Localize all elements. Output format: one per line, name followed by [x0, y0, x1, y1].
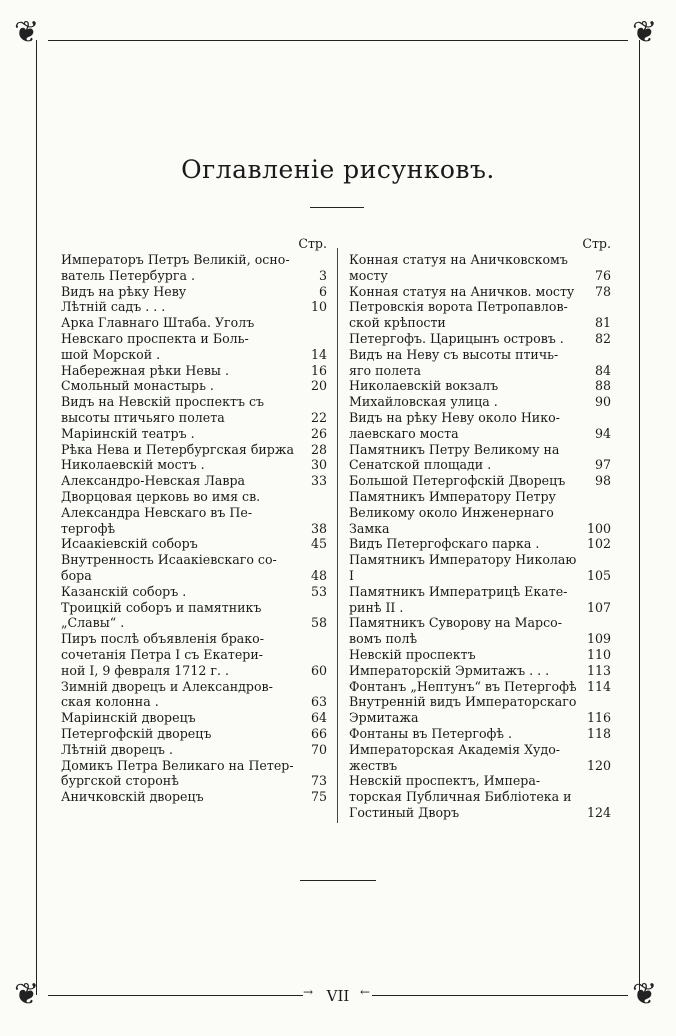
contents-entry: [61, 252, 327, 284]
contents-entry: [61, 789, 327, 805]
entry-title: Видъ Петергофскаго парка .: [349, 536, 540, 552]
entry-title: Памятникъ Императору Николаю I: [349, 552, 577, 583]
entry-title: Петергофъ. Царицынъ островъ .: [349, 330, 564, 346]
entry-page: 113: [586, 662, 611, 678]
entry-page: 118: [586, 725, 611, 741]
entry-title: Конная статуя на Аничков. мосту: [349, 283, 575, 299]
page-number: VII: [326, 987, 350, 1005]
contents-entry: [349, 489, 611, 536]
entry-page: 58: [310, 615, 327, 631]
entry-page: 105: [586, 567, 611, 583]
entry-title: Аничковскій дворецъ: [61, 789, 204, 805]
contents-entry: [61, 442, 327, 458]
entry-page: 116: [586, 710, 611, 726]
contents-entry: [349, 284, 611, 300]
contents-entry: [61, 457, 327, 473]
contents-entry: [61, 299, 327, 315]
contents-entry: [61, 473, 327, 489]
contents-entry: [349, 773, 611, 820]
entry-title: Николаевскій мостъ .: [61, 457, 205, 473]
contents-entry: [61, 631, 327, 678]
page-title: Оглавленіе рисунковъ.: [181, 155, 495, 184]
entry-title: Невскій проспектъ, Импера- торская Публичная Библіотека и Гостиный Дворъ: [349, 773, 572, 820]
entry-page: 102: [586, 536, 611, 552]
entry-title: Рѣка Нева и Петербургская биржа: [61, 441, 294, 457]
entry-title: Александро-Невская Лавра: [61, 473, 246, 489]
entry-title: Фонтанъ „Нептунъ“ въ Петергофѣ: [349, 678, 577, 694]
title-underline: [310, 207, 364, 208]
entry-title: Набережная рѣки Невы .: [61, 362, 229, 378]
entry-title: Императорская Академія Худо- жествъ: [349, 741, 561, 773]
entry-page: 73: [310, 773, 327, 789]
entry-page: 14: [310, 346, 327, 362]
entry-title: Петергофскій дворецъ: [61, 725, 212, 741]
contents-entry: [61, 600, 327, 632]
entry-title: Исаакіевскій соборъ: [61, 536, 198, 552]
entry-page: 90: [594, 394, 611, 410]
corner-flourish-icon: ❦: [14, 15, 40, 50]
entry-title: Памятникъ Суворову на Марсо- вомъ полѣ: [349, 615, 562, 647]
entry-page: 3: [318, 267, 327, 283]
corner-flourish-icon: ❦: [632, 15, 658, 50]
contents-entry: [349, 442, 611, 474]
contents-entry: [349, 331, 611, 347]
entry-title: Императорскій Эрмитажъ . . .: [349, 662, 550, 678]
entry-title: Казанскій соборъ .: [61, 583, 187, 599]
entry-page: 107: [586, 599, 611, 615]
entry-page: 100: [586, 520, 611, 536]
contents-entry: [349, 252, 611, 284]
contents-entry: [61, 742, 327, 758]
contents-entry: [349, 742, 611, 774]
top-border-line: [48, 40, 628, 41]
entry-page: 10: [310, 299, 327, 315]
entry-page: 38: [310, 520, 327, 536]
contents-entry: [349, 615, 611, 647]
contents-entry: [61, 726, 327, 742]
entry-page: 64: [310, 710, 327, 726]
bottom-divider-arrows: →: [303, 985, 314, 999]
column-header-pages: Стр.: [582, 236, 611, 251]
entry-page: 109: [586, 631, 611, 647]
contents-entry: [349, 410, 611, 442]
entry-page: 45: [310, 536, 327, 552]
entry-page: 81: [594, 315, 611, 331]
contents-entry: [349, 378, 611, 394]
contents-entry: [61, 489, 327, 536]
entry-title: Памятникъ Петру Великому на Сенатской площади .: [349, 441, 560, 473]
contents-entry: [61, 284, 327, 300]
entry-page: 48: [310, 567, 327, 583]
entry-page: 53: [310, 583, 327, 599]
entry-title: Дворцовая церковь во имя св. Александра Невскаго въ Пе- тергофѣ: [61, 488, 261, 536]
entry-title: Видъ на Невскій проспектъ съ высоты птичьяго полета: [61, 394, 265, 425]
entry-page: 82: [594, 330, 611, 346]
entry-page: 120: [586, 757, 611, 773]
contents-entry: [61, 426, 327, 442]
contents-entry: [61, 679, 327, 711]
contents-entry: [349, 694, 611, 726]
left-contents-column: [61, 236, 327, 805]
entry-title: Маріинскій театръ .: [61, 425, 195, 441]
entry-page: 63: [310, 694, 327, 710]
entry-title: Домикъ Петра Великаго на Петер- бургской сторонѣ: [61, 757, 294, 789]
entry-title: Арка Главнаго Штаба. Уголъ Невскаго проспекта и Боль- шой Морской .: [61, 315, 255, 362]
entry-title: Смольный монастырь .: [61, 378, 214, 394]
entry-title: Троицкій соборъ и памятникъ „Славы“ .: [61, 599, 262, 631]
contents-entry: [61, 758, 327, 790]
contents-entry: [349, 299, 611, 331]
entry-page: 78: [594, 283, 611, 299]
entry-title: Памятникъ Императрицѣ Екате- ринѣ II .: [349, 583, 568, 615]
entry-page: 84: [594, 362, 611, 378]
entry-page: 98: [594, 473, 611, 489]
entry-title: Маріинскій дворецъ: [61, 710, 196, 726]
entry-page: 22: [310, 409, 327, 425]
contents-entry: [61, 378, 327, 394]
entry-page: 33: [310, 473, 327, 489]
entry-page: 26: [310, 425, 327, 441]
entry-title: Лѣтній садъ . . .: [61, 299, 166, 315]
entry-page: 97: [594, 457, 611, 473]
contents-entry: [349, 536, 611, 552]
entry-page: 114: [586, 678, 611, 694]
entry-page: 76: [594, 267, 611, 283]
entry-title: Большой Петергофскій Дворецъ: [349, 473, 566, 489]
entry-page: 110: [586, 646, 611, 662]
entry-page: 60: [310, 662, 327, 678]
entry-title: Лѣтній дворецъ .: [61, 741, 173, 757]
contents-entry: [349, 552, 611, 584]
contents-entry: [349, 584, 611, 616]
right-contents-column: [349, 236, 611, 821]
contents-entry: [61, 584, 327, 600]
entry-page: 28: [310, 441, 327, 457]
entry-title: Видъ на рѣку Неву: [61, 283, 187, 299]
bottom-divider-rule: [300, 880, 376, 881]
contents-entry: [61, 363, 327, 379]
contents-entry: [349, 473, 611, 489]
entry-title: Видъ на Неву съ высоты птичь- яго полета: [349, 346, 559, 378]
contents-entry: [349, 347, 611, 379]
entry-title: Конная статуя на Аничковскомъ мосту: [349, 252, 568, 283]
column-header-pages: Стр.: [298, 236, 327, 251]
contents-entry: [349, 394, 611, 410]
entry-page: 16: [310, 362, 327, 378]
entry-page: 88: [594, 378, 611, 394]
entry-page: 66: [310, 725, 327, 741]
contents-entry: [349, 663, 611, 679]
contents-entry: [61, 710, 327, 726]
contents-entry: [349, 726, 611, 742]
entry-title: Николаевскій вокзалъ: [349, 378, 499, 394]
entry-title: Памятникъ Императору Петру Великому около Инженернаго Замка: [349, 488, 556, 536]
entry-page: 70: [310, 741, 327, 757]
column-divider: [337, 248, 338, 823]
entry-title: Зимній дворецъ и Александров- ская колонна .: [61, 678, 273, 710]
contents-entry: [349, 647, 611, 663]
contents-entry: [349, 679, 611, 695]
entry-page: 75: [310, 789, 327, 805]
entry-page: 20: [310, 378, 327, 394]
entry-page: 6: [318, 283, 327, 299]
entry-title: Невскій проспектъ: [349, 646, 476, 662]
entry-page: 124: [586, 804, 611, 820]
entry-title: Внутренній видъ Императорскаго Эрмитажа: [349, 694, 577, 726]
contents-entry: [61, 552, 327, 584]
entry-title: Петровскія ворота Петропавлов- ской крѣпости: [349, 299, 568, 331]
entry-title: Пиръ послѣ объявленія брако- сочетанія Петра I съ Екатери- ной I, 9 февраля 1712 г. .: [61, 631, 264, 678]
bottom-divider-arrows: ←: [360, 985, 371, 999]
entry-title: Видъ на рѣку Неву около Нико- лаевскаго моста: [349, 409, 560, 441]
corner-flourish-icon: ❦: [632, 977, 658, 1012]
entry-title: Михайловская улица .: [349, 394, 498, 410]
entry-page: 94: [594, 425, 611, 441]
entry-page: 30: [310, 457, 327, 473]
corner-flourish-icon: ❦: [14, 977, 40, 1012]
contents-entry: [61, 536, 327, 552]
contents-entry: [61, 315, 327, 362]
contents-entry: [61, 394, 327, 426]
entry-title: Внутренность Исаакіевскаго со- бора: [61, 552, 277, 583]
entry-title: Фонтаны въ Петергофѣ .: [349, 725, 512, 741]
entry-title: Императоръ Петръ Великій, осно- ватель Петербурга .: [61, 252, 290, 283]
